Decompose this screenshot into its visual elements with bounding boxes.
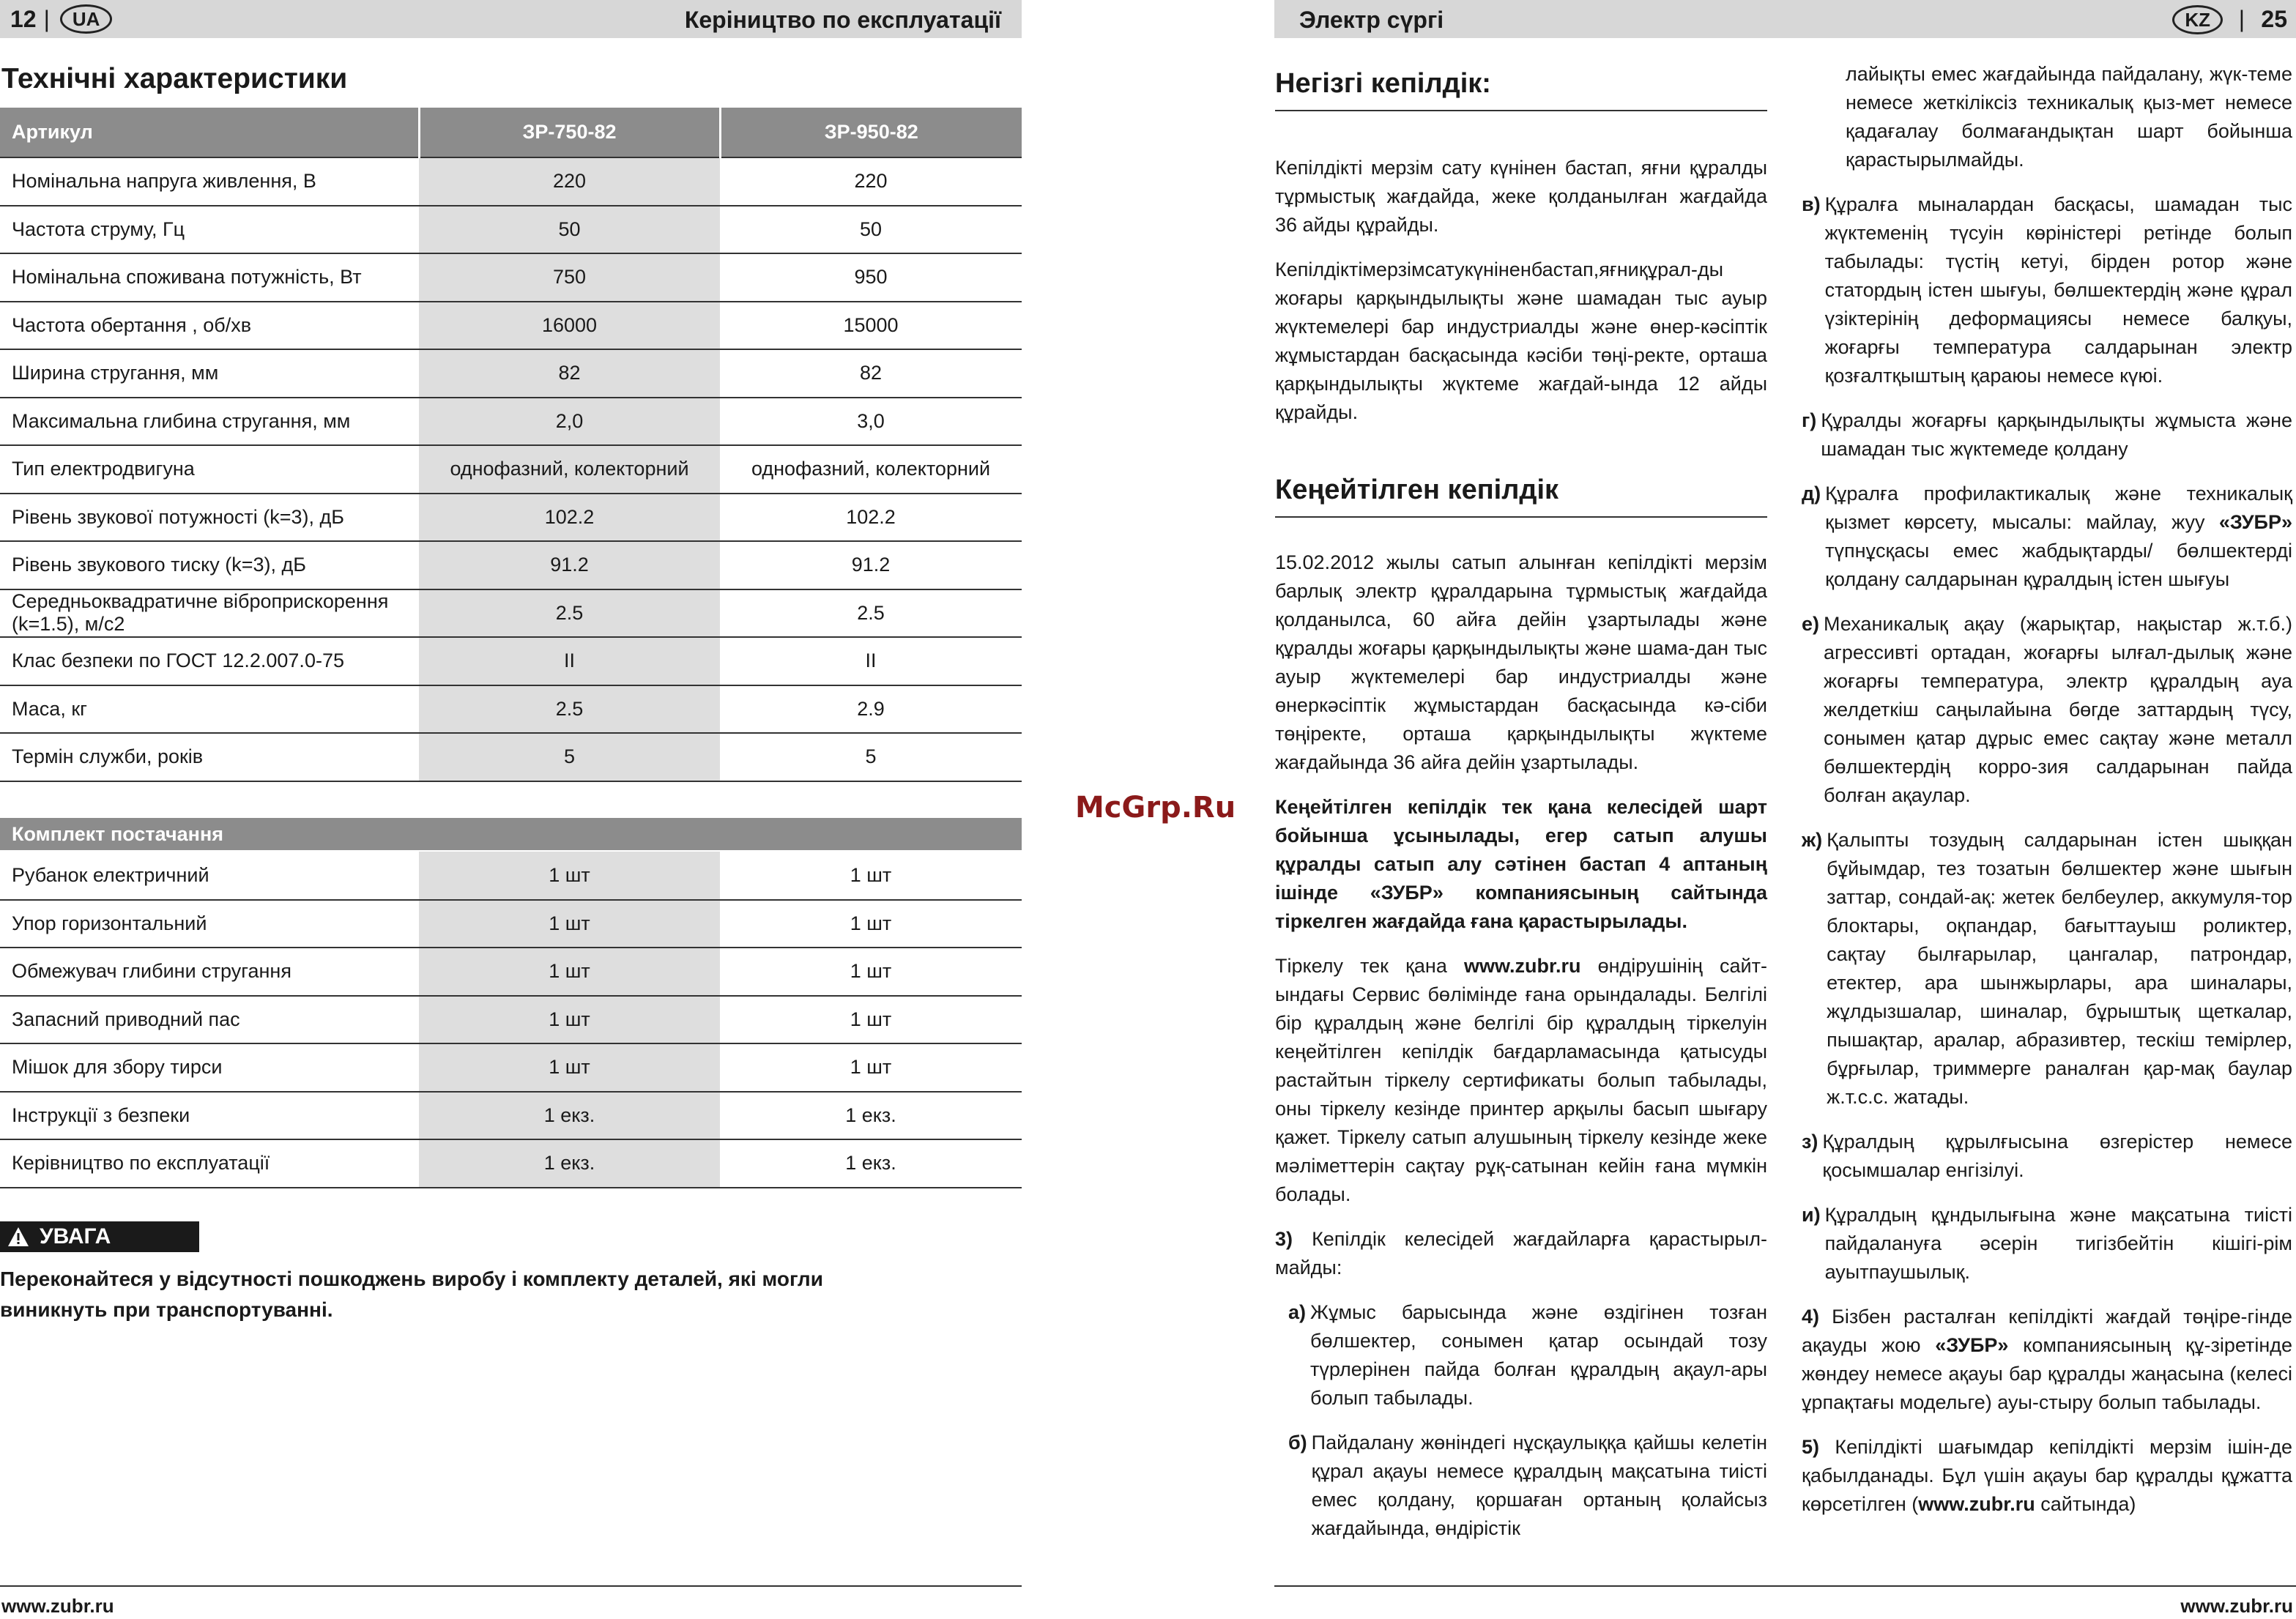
kit-cell: 1 шт [419, 948, 720, 996]
kit-cell: 1 шт [720, 852, 1022, 900]
right-column-1 [1275, 67, 1767, 1559]
repair-paragraph [1802, 1303, 2292, 1417]
exclusion-item-text: Қалыпты тозудың салдарынан істен шыққан бұйымдар, тез тозатын бөлшектер және шығын заттар, сондай-ақ: жетек белбеулер, аккумуля-тор блоктары, оқпандар, бағыттауыш роликтер, сақтау былғарылар, цангалар, патрондар, етектер, ара шынжырлары, ара шиналары, жұлдызшалар, шиналар, бұрыштық щеткалар, пышақтар, аралар, абразивтер, тескіш темірлер, бұрғылар, триммерге раналған қар-мақ баулар ж.т.с.с. жатады. [1827, 829, 2292, 1108]
left-footer-url[interactable]: www.zubr.ru [1, 1595, 114, 1617]
kit-cell: 1 шт [419, 1043, 720, 1092]
right-page-header [1274, 0, 2296, 38]
kit-cell: 1 шт [720, 1043, 1022, 1092]
kit-table-row [0, 1092, 1022, 1140]
kit-section-title: Комплект постачання [0, 818, 1022, 850]
warning-text: Переконайтеся у відсутності пошкоджень виробу і комплекту деталей, які могли виникнуть при транспортуванні. [0, 1268, 823, 1321]
kit-table-row [0, 852, 1022, 900]
spec-cell: 950 [720, 253, 1022, 302]
right-page-number: 25 [2261, 6, 2287, 32]
claims-text-b: сайтында) [2035, 1493, 2136, 1515]
right-footer-rule [1274, 1585, 2296, 1587]
repair-brand: «ЗУБР» [1935, 1334, 2009, 1356]
spec-table-row [0, 398, 1022, 446]
warning-label [0, 1221, 199, 1252]
left-page-number: 12 [10, 5, 37, 32]
spec-cell: II [419, 637, 720, 685]
exclusions-intro-text: Кепілдік келесідей жағдайларға қарастырыл-майды: [1275, 1228, 1767, 1279]
heading-rule [1275, 110, 1767, 111]
spec-cell: Рівень звукового тиску (k=3), дБ [0, 541, 419, 589]
exclusion-item-label: в) [1802, 193, 1821, 215]
kit-cell: Мішок для збору тирси [0, 1043, 419, 1092]
spec-cell: Частота струму, Гц [0, 206, 419, 254]
spec-cell: Ширина стругання, мм [0, 349, 419, 398]
left-header-title: Керіництво по експлуатації [684, 7, 1001, 33]
kit-cell: 1 екз. [720, 1092, 1022, 1140]
lang-badge-kz: KZ [2172, 5, 2223, 34]
kit-cell: 1 шт [419, 996, 720, 1044]
repair-text-b: компаниясының құ-зіретінде жөндеу немесе ақауы бар құралды жаңасына (келесі ұрпақтағы модельге) ауы-стыру болып табылады. [1802, 1334, 2292, 1413]
lang-badge-ua: UA [60, 4, 113, 34]
spec-cell: 50 [419, 206, 720, 254]
spec-cell: 2.5 [720, 589, 1022, 638]
spec-header-cell: ЗР-950-82 [720, 108, 1022, 157]
right-header-title: Электр сүргі [1299, 7, 1444, 33]
right-footer-url[interactable]: www.zubr.ru [2180, 1595, 2293, 1617]
kit-table-row [0, 900, 1022, 948]
exclusion-item-text: Механикалық ақау (жарықтар, нақыстар ж.т.б.) агрессивті ортадан, жоғарғы ылғал-дылық және жоғарғы температура, электр құралдың ауа желдеткіш саңылайына бөгде заттардың түсу, сонымен қатар дұрыс емес сақтау және металл бөлшектердің корро-зия салдарынан пайда болған ақаулар. [1824, 613, 2292, 806]
spec-cell: Клас безпеки по ГОСТ 12.2.007.0-75 [0, 637, 419, 685]
kit-cell: 1 шт [720, 900, 1022, 948]
registration-url[interactable]: www.zubr.ru [1463, 955, 1581, 977]
spec-table [0, 108, 1022, 782]
spec-cell: 82 [419, 349, 720, 398]
kit-cell: 1 екз. [720, 1139, 1022, 1188]
spec-section-title: Технічні характеристики [1, 63, 348, 94]
exclusion-item-zh [1802, 826, 2292, 1112]
kit-cell: Керівництво по експлуатації [0, 1139, 419, 1188]
spec-cell: 2.9 [720, 685, 1022, 734]
spec-cell: 91.2 [419, 541, 720, 589]
spec-cell: Термін служби, років [0, 733, 419, 781]
left-footer-rule [0, 1585, 1022, 1587]
spec-table-row [0, 157, 1022, 206]
right-column-2 [1802, 60, 2292, 1535]
spec-cell: 16000 [419, 302, 720, 350]
kit-cell: Упор горизонтальний [0, 900, 419, 948]
exclusion-item-text: Құралды жоғарғы қарқындылықты жұмыста және шамадан тыс жүктемеде қолдану [1821, 409, 2292, 460]
claims-url[interactable]: www.zubr.ru [1918, 1493, 2035, 1515]
spec-cell: 220 [419, 157, 720, 206]
exclusion-item-text: Пайдалану жөніндегі нұсқаулыққа қайшы келетін құрал ақауы немесе құралдың мақсатына тиісті емес қолдану, қоршаған ортаның қолайсыз жағдайында, өндірістік [1311, 1432, 1767, 1539]
spec-cell: 5 [720, 733, 1022, 781]
exclusion-item-label: ж) [1802, 829, 1823, 851]
spec-cell: 2,0 [419, 398, 720, 446]
exclusion-item-label: и) [1802, 1204, 1821, 1226]
exclusion-item-label: а) [1288, 1301, 1307, 1323]
repair-number: 4) [1802, 1306, 1820, 1328]
spec-table-row [0, 637, 1022, 685]
kit-cell: 1 шт [419, 900, 720, 948]
kit-table [0, 852, 1022, 1188]
exclusion-item-b-continued: лайықты емес жағдайында пайдалану, жүк-теме немесе жеткіліксіз техникалық қыз-мет немесе қадағалау болмағандықтан шарт бойынша қарастырылмайды. [1846, 63, 2292, 171]
spec-table-header [0, 108, 1022, 157]
exclusion-item-v [1802, 190, 2292, 390]
spec-cell: 750 [419, 253, 720, 302]
spec-table-row [0, 302, 1022, 350]
spec-header-cell: Артикул [0, 108, 419, 157]
left-page-header [0, 0, 1022, 38]
spec-table-row [0, 541, 1022, 589]
kit-cell: 1 шт [720, 996, 1022, 1044]
heading-rule [1275, 516, 1767, 518]
exclusion-item-label: б) [1288, 1432, 1307, 1454]
exclusions-intro [1275, 1225, 1767, 1282]
kit-cell: Обмежувач глибини стругання [0, 948, 419, 996]
claims-number: 5) [1802, 1436, 1820, 1458]
spec-cell: 2.5 [419, 589, 720, 638]
exclusion-item-text: Құралдың құндылығына және мақсатына тиісті пайдалануға әсерін тигізбейтін кішігі-рім ауытпаушылық. [1824, 1204, 2292, 1283]
kit-cell: Рубанок електричний [0, 852, 419, 900]
spec-cell: 3,0 [720, 398, 1022, 446]
repair-text-a: Бізбен расталған кепілдікті жағдай төңіре-гінде ақауды жою [1802, 1306, 2292, 1356]
item-d-text-b: түпнұсқасы емес жабдықтарды/ бөлшектерді қолдану салдарынан құралдың істен шығуы [1825, 540, 2292, 590]
spec-cell: 50 [720, 206, 1022, 254]
kit-cell: 1 шт [419, 852, 720, 900]
kit-table-row [0, 996, 1022, 1044]
spec-cell: 102.2 [419, 494, 720, 542]
kit-cell: 1 шт [720, 948, 1022, 996]
item-d-text-a: Құралға профилактикалық және техникалық қызмет көрсету, мысалы: майлау, жуу [1825, 483, 2292, 533]
spec-cell: Маса, кг [0, 685, 419, 734]
spec-cell: Рівень звукової потужності (k=3), дБ [0, 494, 419, 542]
spec-cell: Максимальна глибина стругання, мм [0, 398, 419, 446]
exclusion-item-g [1802, 406, 2292, 464]
exclusion-item-label: д) [1802, 483, 1821, 505]
spec-cell: 2.5 [419, 685, 720, 734]
kit-table-row [0, 1043, 1022, 1092]
spec-cell: 102.2 [720, 494, 1022, 542]
spec-cell: Номінальна напруга живлення, В [0, 157, 419, 206]
kit-cell: 1 екз. [419, 1139, 720, 1188]
claims-paragraph [1802, 1433, 2292, 1519]
exclusion-item-label: г) [1802, 409, 1817, 431]
spec-cell: 15000 [720, 302, 1022, 350]
spec-table-row [0, 206, 1022, 254]
header-separator: | [2238, 6, 2245, 32]
kit-cell: Запасний приводний пас [0, 996, 419, 1044]
exclusion-item-b [1275, 1429, 1767, 1543]
watermark: McGrp.Ru [1075, 791, 1236, 825]
exclusion-item-i [1802, 1201, 2292, 1287]
spec-cell: 82 [720, 349, 1022, 398]
exclusion-item-text [1825, 480, 2292, 594]
spec-cell: Номінальна споживана потужність, Вт [0, 253, 419, 302]
kit-cell: Інструкції з безпеки [0, 1092, 419, 1140]
exclusion-item-a [1275, 1298, 1767, 1413]
spec-table-row [0, 253, 1022, 302]
spec-header-cell: ЗР-750-82 [419, 108, 720, 157]
spec-cell: 220 [720, 157, 1022, 206]
exclusion-item-d [1802, 480, 2292, 594]
extended-warranty-heading: Кеңейтілген кепілдік [1275, 474, 1559, 505]
kit-table-row [0, 1139, 1022, 1188]
extended-warranty-condition: Кеңейтілген кепілдік тек қана келесідей шарт бойынша ұсынылады, егер сатып алушы құралды сатып алу сәтінен бастап 4 аптаның ішінде «ЗУБР» компаниясының сайтында тіркелген жағдайда ғана қарастырылады. [1275, 796, 1767, 932]
spec-cell: Частота обертання , об/хв [0, 302, 419, 350]
exclusion-item-e [1802, 610, 2292, 810]
exclusion-item-label: з) [1802, 1131, 1818, 1153]
spec-cell: Тип електродвигуна [0, 445, 419, 494]
exclusion-item-label: е) [1802, 613, 1820, 635]
claims-text-a: Кепілдікті шағымдар кепілдікті мерзім ішін-де қабылданады. Бұл үшін ақауы бар құралды құжатта көрсетілген ( [1802, 1436, 2292, 1515]
spec-table-row [0, 733, 1022, 781]
registration-text-a: Тіркелу тек қана [1275, 955, 1464, 977]
exclusion-item-z [1802, 1128, 2292, 1185]
item-d-brand: «ЗУБР» [2218, 511, 2292, 533]
exclusion-item-text: Жұмыс барысында және өздігінен тозған бөлшектер, сонымен қатар осындай тозу түрлерінен пайда болған құралдың ақаул-ары болып табылады. [1310, 1301, 1767, 1409]
exclusion-item-text: Құралдың құрылғысына өзгерістер немесе қосымшалар енгізілуі. [1822, 1131, 2292, 1181]
spec-table-row [0, 445, 1022, 494]
spec-cell: Середньоквадратичне віброприскорення (k=1.5), м/с2 [0, 589, 419, 638]
spec-cell: 5 [419, 733, 720, 781]
exclusions-number: 3) [1275, 1228, 1293, 1250]
basic-warranty-p2: Кепілдіктімерзімсатукүнiненбастап,яғниқұрал-ды жоғары қарқындылықты және шамадан тыс ауыр жүктемелері бар индустриалды және өнер-кәсіптік жұмыстардан басқасында кәсіби төңі-ректе, орташа қарқындылықты жүктеме жағдай-ында 12 айды құрайды. [1275, 258, 1767, 423]
basic-warranty-heading: Негізгі кепілдік: [1275, 68, 1491, 99]
exclusion-item-text: Құралға мыналардан басқасы, шамадан тыс жүктеменің түсуін көріністері ретінде болып табылады: түстің кетуі, бірден ротор және статордың істен шығуы, бөлшектердің және құрал үзіктерінің деформациясы немесе балқуы, жоғарғы температура салдарынан электр қозғалтқыштың қараюы немесе күюі. [1824, 193, 2292, 387]
basic-warranty-p1: Кепілдікті мерзім сату күнінен бастап, яғни құралды тұрмыстық жағдайда, жеке қолданылған жағдайда 36 айды құрайды. [1275, 157, 1767, 236]
registration-text-b: өндірушінің сайт-ындағы Сервис бөлімінде ғана орындалады. Белгілі бір құралдың және белгілі бір құралдың тіркелуін кеңейтілген кепілдік бағдарламасында қатысуды растайтын тіркелу сертификаты болып табылады, оны тіркелу кезінде принтер арқылы басып шығару қажет. Тіркелу сатып алушының тіркелу кезінде жеке мәліметтерін сақтау рұқ-сатынан кейін ғана мүмкін болады. [1275, 955, 1767, 1205]
spec-cell: 91.2 [720, 541, 1022, 589]
kit-cell: 1 екз. [419, 1092, 720, 1140]
extended-warranty-p1: 15.02.2012 жылы сатып алынған кепілдікті мерзім барлық электр құралдарына тұрмыстық жағдайда қолданылса, 60 айға дейін ұзартылады және құралды жоғары қарқындылықты және шама-дан тыс ауыр жүктемелері бар индустриалды және өнеркәсіптік жұмыстардан басқасында кә-сіби төңіректе, орташа қарқындылықты жүктеме жағдайында 36 айға дейін ұзартылады. [1275, 551, 1767, 773]
warning-label-text: УВАГА [40, 1224, 111, 1248]
kit-table-row [0, 948, 1022, 996]
spec-table-row [0, 494, 1022, 542]
spec-cell: II [720, 637, 1022, 685]
header-separator: | [43, 5, 50, 32]
warning-triangle-icon [7, 1227, 29, 1247]
registration-paragraph [1275, 952, 1767, 1209]
spec-table-row [0, 349, 1022, 398]
spec-table-row [0, 685, 1022, 734]
spec-cell: однофазний, колекторний [720, 445, 1022, 494]
spec-table-row [0, 589, 1022, 638]
spec-cell: однофазний, колекторний [419, 445, 720, 494]
